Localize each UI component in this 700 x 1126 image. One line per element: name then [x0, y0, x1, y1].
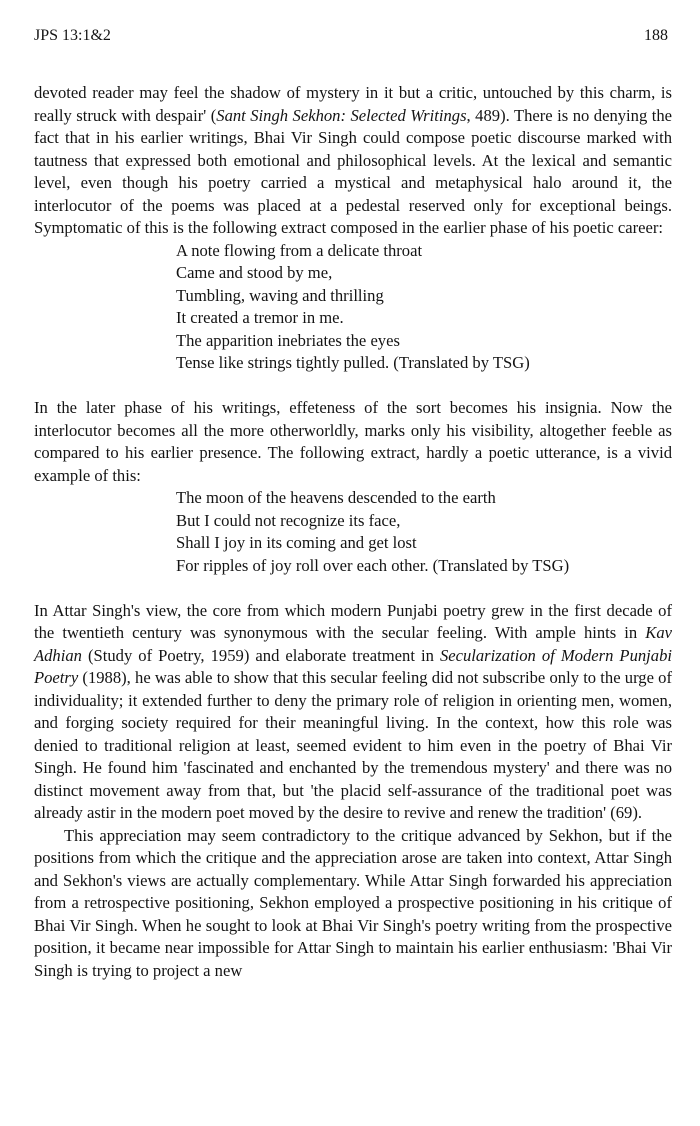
verse-line: Tense like strings tightly pulled. (Translated by TSG)	[176, 353, 530, 372]
paragraph-3-text-a: In Attar Singh's view, the core from which modern Punjabi poetry grew in the first decade of the twentieth century was synonymous with the secular feeling. With ample hints in	[34, 600, 672, 642]
page-number: 188	[644, 27, 668, 44]
verse-line: The moon of the heavens descended to the earth	[176, 488, 496, 507]
verse-line: Shall I joy in its coming and get lost	[176, 533, 417, 552]
verse-line: It created a tremor in me.	[176, 308, 344, 327]
verse-extract-2	[176, 487, 672, 577]
verse-line: The apparition inebriates the eyes	[176, 330, 400, 350]
verse-line: A note flowing from a delicate throat	[176, 240, 423, 260]
paragraph-3	[34, 600, 672, 825]
book-title-kav-adhian: Kav Adhian	[34, 623, 672, 665]
page-body	[34, 82, 672, 982]
book-title-secularization: Secularization of Modern Punjabi Poetry	[34, 645, 672, 687]
paragraph-3-text-c: (1988), he was able to show that this secular feeling did not subscribe only to the urge of individuality; it extended further to deny the primary role of religion in orienting men, women, and forging society required for their meaningful living. In the context, how this role was denied to traditional religion at least, seemed evident to him even in the poetry of Bhai Vir Singh. He found him 'fascinated and enchanted by the tremendous mystery' and there was no distinct movement away from that, but 'the placid self-assurance of the traditional poet was already astir in the modern poet moved by the desire to revive and renew the tradition' (69).	[34, 668, 672, 822]
verse-extract-1	[176, 240, 672, 375]
citation-title-sekhon: Sant Singh Sekhon: Selected Writings	[216, 105, 467, 125]
paragraph-1	[34, 82, 672, 240]
verse-line: But I could not recognize its face,	[176, 510, 401, 530]
blank-line	[34, 577, 672, 600]
page-header	[34, 26, 668, 46]
paragraph-1-text-a: devoted reader may feel the shadow of mystery in it but a critic, untouched by this charm, is really struck with despair' (	[34, 83, 672, 125]
paragraph-2: In the later phase of his writings, effeteness of the sort becomes his insignia. Now the interlocutor becomes all the more otherworldly, marks only his visibility, altogether feeble as compared to his earlier presence. The following extract, hardly a poetic utterance, is a vivid example of this:	[34, 398, 672, 485]
paragraph-1-text-b: , 489). There is no denying the fact that in his earlier writings, Bhai Vir Singh could compose poetic discourse marked with tautness that expressed both emotional and philosophical levels. At the lexical and semantic level, even though his poetry carried a mystical and metaphysical halo around it, the interlocutor of the poems was placed at a pedestal reserved only for exceptional beings. Symptomatic of this is the following extract composed in the earlier phase of his poetic career:	[34, 105, 673, 237]
verse-line: For ripples of joy roll over each other. (Translated by TSG)	[176, 555, 570, 575]
paragraph-3-text-b: (Study of Poetry, 1959) and elaborate treatment in	[81, 645, 440, 665]
paragraph-4: This appreciation may seem contradictory to the critique advanced by Sekhon, but if the positions from which the critique and the appreciation arose are taken into context, Attar Singh and Sekhon's views are actually complementary. While Attar Singh forwarded his appreciation from a retrospective positioning, Sekhon employed a prospective positioning in his critique of Bhai Vir Singh. When he sought to look at Bhai Vir Singh's poetry writing from the prospective position, it became near impossible for Attar Singh to maintain his earlier enthusiasm: 'Bhai Vir Singh is trying to project a new	[34, 825, 672, 980]
blank-line	[34, 375, 672, 398]
verse-line: Came and stood by me,	[176, 263, 333, 282]
journal-reference: JPS 13:1&2	[34, 27, 111, 44]
verse-line: Tumbling, waving and thrilling	[176, 285, 384, 305]
